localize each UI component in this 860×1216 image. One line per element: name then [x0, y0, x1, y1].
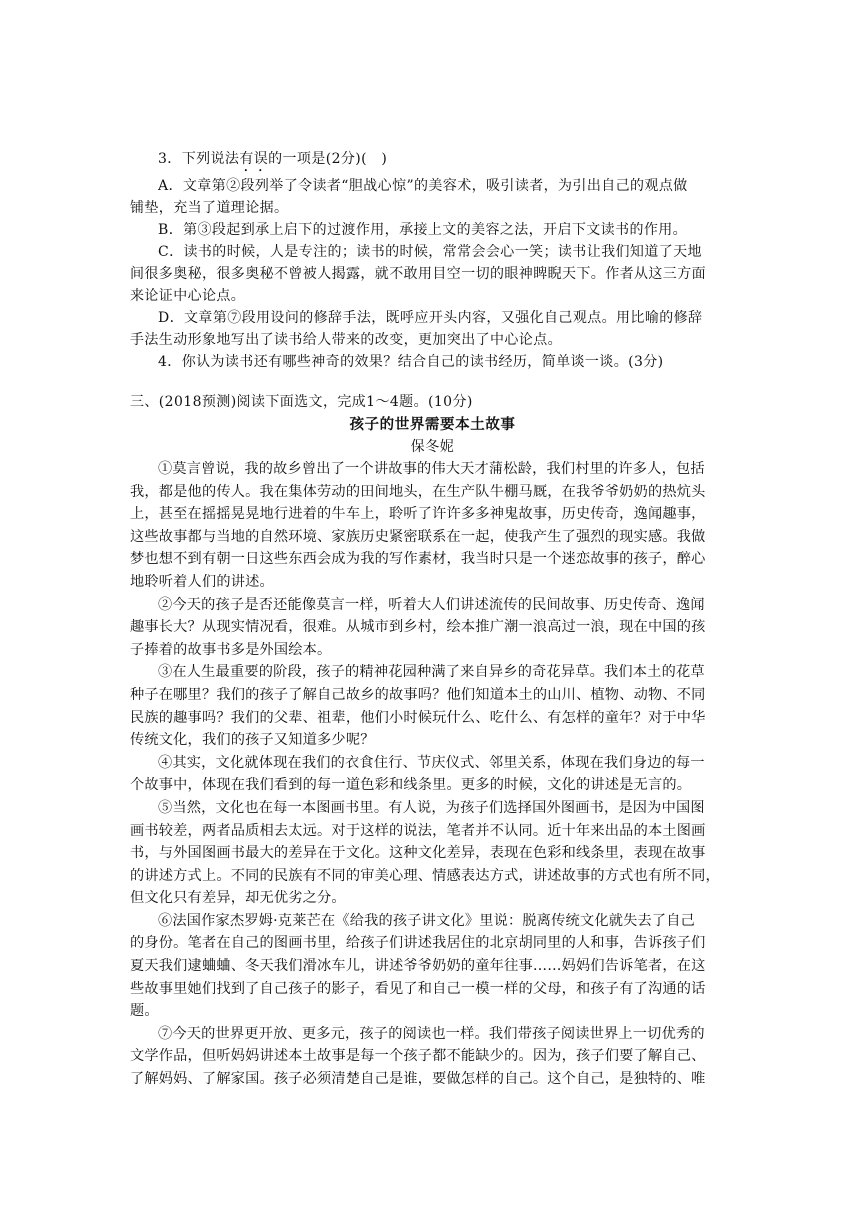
- paragraph-5: [130, 797, 735, 910]
- paragraph-line: 个故事中，体现在我们看到的每一道色彩和线条里。更多的时候，文化的讲述是无言的。: [130, 777, 692, 794]
- paragraph-line: 趣事长大？从现实情况看，很难。从城市到乡村，绘本推广潮一浪高过一浪，现在中国的孩: [130, 619, 706, 636]
- option-a-line-2: 铺垫，充当了道理论据。: [130, 200, 289, 216]
- paragraph-line: 书，与外国图画书最大的差异在于文化。这种文化差异，表现在色彩和线条里，表现在故事: [130, 845, 706, 862]
- paragraph-7: [130, 1023, 735, 1091]
- option-d-line-2: 手法生动形象地写出了读书给人带来的改变，更加突出了中心论点。: [130, 332, 562, 348]
- paragraph-6: [130, 910, 735, 1023]
- section-gap: [130, 373, 735, 391]
- paragraph-line: 的身份。笔者在自己的图画书里，给孩子们讲述我居住的北京胡同里的人和事，告诉孩子们: [130, 935, 706, 952]
- paragraph-line: 传统文化，我们的孩子又知道多少呢？: [130, 732, 375, 749]
- paragraph-1: [130, 458, 735, 594]
- paragraph-2: [130, 594, 735, 662]
- option-a-line-1: A．文章第②段列举了令读者“胆战心惊”的美容术，吸引读者，为引出自己的观点做: [158, 178, 688, 194]
- question-3-stem-prefix: 3．下列说法: [158, 151, 240, 167]
- paragraph-line: 梦也想不到有朝一日这些东西会成为我的写作素材，我当时只是一个迷恋故事的孩子，醉心: [130, 551, 706, 568]
- paragraph-line: 地聆听着人们的讲述。: [130, 573, 274, 590]
- paragraph-line: ⑥法国作家杰罗姆·克莱芒在《给我的孩子讲文化》里说：脱离传统文化就失去了自己: [158, 912, 696, 929]
- paragraph-line: 夏天我们逮蛐蛐、冬天我们滑冰车儿，讲述爷爷奶奶的童年往事……妈妈们告诉笔者，在这: [130, 958, 706, 975]
- question-3-stem-suffix: 的一项是(2分)( ): [268, 151, 388, 167]
- paragraph-line: 的讲述方式上。不同的民族有不同的审美心理、情感表达方式，讲述故事的方式也有所不同，: [130, 867, 720, 884]
- paragraph-line: ⑤当然，文化也在每一本图画书里。有人说，为孩子们选择国外图画书，是因为中国图: [158, 799, 705, 816]
- option-c-line-3: 来论证中心论点。: [130, 288, 246, 304]
- paragraph-4: [130, 752, 735, 797]
- paragraph-line: ⑦今天的世界更开放、更多元，孩子的阅读也一样。我们带孩子阅读世界上一切优秀的: [158, 1025, 705, 1042]
- question-3-emphasis: 有误: [239, 151, 269, 167]
- paragraph-line: 了解妈妈、了解家国。孩子必须清楚自己是谁，要做怎样的自己。这个自己，是独特的、唯: [130, 1071, 706, 1088]
- paragraph-line: 文学作品，但听妈妈讲述本土故事是每一个孩子都不能缺少的。因为，孩子们要了解自己、: [130, 1048, 706, 1065]
- paragraph-line: 些故事里她们找到了自己孩子的影子，看见了和自己一模一样的父母，和孩子有了沟通的话: [130, 980, 706, 997]
- paragraph-line: 子捧着的故事书多是外国绘本。: [130, 641, 332, 658]
- document-page: [130, 148, 735, 1091]
- question-4: 4．你认为读书还有哪些神奇的效果？结合自己的读书经历，简单谈一谈。(3分): [158, 354, 664, 370]
- paragraph-line: ③在人生最重要的阶段，孩子的精神花园种满了来自异乡的奇花异草。我们本土的花草: [158, 664, 705, 681]
- paragraph-line: 画书较差，两者品质相去太远。对于这样的说法，笔者并不认同。近十年来出品的本土图画: [130, 822, 706, 839]
- paragraph-line: 我，都是他的传人。我在集体劳动的田间地头，在生产队牛棚马厩，在我爷爷奶奶的热炕头: [130, 483, 706, 500]
- paragraph-line: 题。: [130, 1003, 159, 1020]
- question-3-stem: [130, 148, 735, 175]
- option-d-line-1: D．文章第⑦段用设问的修辞手法，既呼应开头内容，又强化自己观点。用比喻的修辞: [158, 310, 703, 326]
- paragraph-line: ①莫言曾说，我的故乡曾出了一个讲故事的伟大天才蒲松龄，我们村里的许多人，包括: [158, 461, 705, 477]
- paragraph-line: 这些故事都与当地的自然环境、家族历史紧密联系在一起，使我产生了强烈的现实感。我做: [130, 528, 706, 545]
- paragraph-line: ②今天的孩子是否还能像莫言一样，听着大人们讲述流传的民间故事、历史传奇、逸闻: [158, 596, 705, 613]
- option-b-line-1: B．第③段起到承上启下的过渡作用，承接上文的美容之法，开启下文读书的作用。: [158, 222, 688, 238]
- paragraph-line: 种子在哪里？我们的孩子了解自己故乡的故事吗？他们知道本土的山川、植物、动物、不同: [130, 686, 706, 703]
- paragraph-line: ④其实，文化就体现在我们的衣食住行、节庆仪式、邻里关系，体现在我们身边的每一: [158, 754, 705, 771]
- article-title: 孩子的世界需要本土故事: [349, 416, 516, 433]
- section-3-heading: 三、(2018预测)阅读下面选文，完成1～4题。(10分): [130, 394, 473, 410]
- option-c-line-2: 间很多奥秘，很多奥秘不曾被人揭露，就不敢用目空一切的眼神睥睨天下。作者从这三方面: [130, 266, 706, 282]
- article-author: 保冬妮: [410, 439, 455, 455]
- paragraph-line: 上，甚至在摇摇晃晃地行进着的牛车上，聆听了许许多多神鬼故事，历史传奇，逸闻趣事，: [130, 506, 706, 523]
- paragraph-line: 民族的趣事吗？我们的父辈、祖辈，他们小时候玩什么、吃什么、有怎样的童年？对于中华: [130, 709, 706, 726]
- option-c-line-1: C．读书的时候，人是专注的；读书的时候，常常会会心一笑；读书让我们知道了天地: [158, 244, 702, 260]
- paragraph-line: 但文化只有差异，却无优劣之分。: [130, 890, 346, 907]
- paragraph-3: [130, 661, 735, 751]
